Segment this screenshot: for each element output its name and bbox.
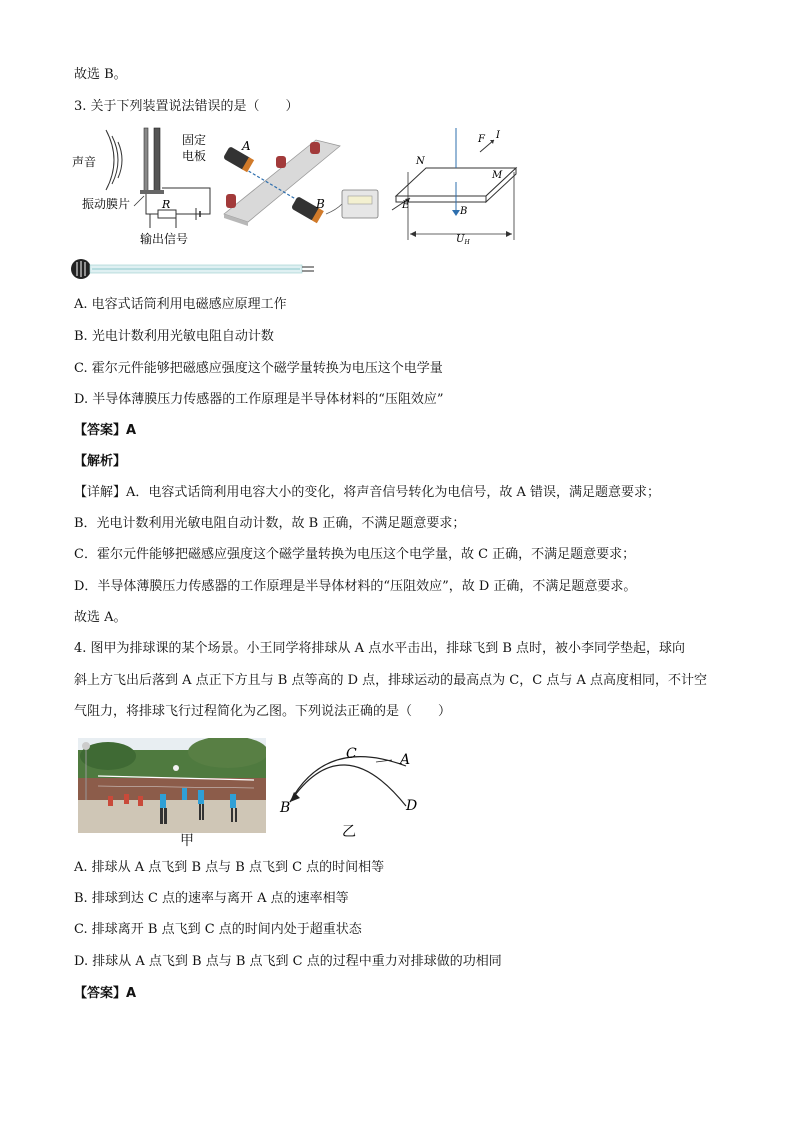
label-f: F <box>478 134 485 145</box>
option-3a: A. 电容式话筒利用电磁感应原理工作 <box>74 297 287 312</box>
option-4a: A. 排球从 A 点飞到 B 点与 B 点飞到 C 点的时间相等 <box>74 860 385 875</box>
option-3d: D. 半导体薄膜压力传感器的工作原理是半导体材料的“压阻效应” <box>74 392 444 407</box>
answer-4: 【答案】A <box>74 986 137 1001</box>
label-a: A <box>400 752 411 768</box>
figure-caption-yi: 乙 <box>342 824 356 840</box>
option-3c: C. 霍尔元件能够把磁感应强度这个磁学量转换为电压这个电学量 <box>74 361 443 376</box>
label-i: I <box>496 130 500 141</box>
label-n: N <box>416 156 425 167</box>
explanation-line: 【详解】A．电容式话筒利用电容大小的变化，将声音信号转化为电信号，故 A 错误，满足题意要求； <box>74 485 661 500</box>
trajectory-diagram <box>276 740 426 840</box>
option-4c: C. 排球离开 B 点飞到 C 点的时间内处于超重状态 <box>74 922 362 937</box>
label-b-field: B <box>460 206 468 217</box>
label-d: D <box>406 798 418 814</box>
explanation-line: B．光电计数利用光敏电阻自动计数，故 B 正确，不满足题意要求； <box>74 516 466 531</box>
explanation-line: D．半导体薄膜压力传感器的工作原理是半导体材料的“压阻效应”，故 D 正确，不满足题意要求。 <box>74 579 637 594</box>
label-c: C <box>346 746 357 762</box>
label-e: E <box>402 200 410 211</box>
hall-element-diagram <box>386 124 546 244</box>
question-4-stem: 气阻力，将排球飞行过程简化为乙图。下列说法正确的是（ ） <box>74 704 452 719</box>
explanation-line: C．霍尔元件能够把磁感应强度这个磁学量转换为电压这个电学量，故 C 正确，不满足题意要求； <box>74 547 636 562</box>
pressure-sensor-diagram <box>70 258 330 280</box>
volleyball-photo <box>78 738 266 833</box>
label-sound: 声音 <box>72 155 97 169</box>
label-r: R <box>162 198 171 211</box>
label-a: A <box>242 139 251 153</box>
question-3-stem: 3. 关于下列装置说法错误的是（ ） <box>74 99 299 114</box>
label-m: M <box>492 170 503 181</box>
label-b: B <box>280 800 291 816</box>
figure-caption-jia: 甲 <box>180 833 194 849</box>
label-output: 输出信号 <box>140 232 189 246</box>
label-u: $U_H$ <box>456 234 470 244</box>
question-4-stem: 4. 图甲为排球课的某个场景。小王同学将排球从 A 点水平击出，排球飞到 B 点时，被小李同学垫起，球向 <box>74 641 686 656</box>
question-4-stem: 斜上方飞出后落到 A 点正下方且与 B 点等高的 D 点，排球运动的最高点为 C，C 点与 A 点高度相同，不计空 <box>74 673 707 688</box>
label-membrane: 振动膜片 <box>82 197 131 211</box>
answer-3: 【答案】A <box>74 423 137 438</box>
option-3b: B. 光电计数利用光敏电阻自动计数 <box>74 329 274 344</box>
microphone-diagram <box>70 124 220 248</box>
photoelectric-counter-diagram <box>220 130 380 234</box>
option-4b: B. 排球到达 C 点的速率与离开 A 点的速率相等 <box>74 891 349 906</box>
label-fixed-1: 固定 <box>182 133 207 147</box>
analysis-header: 【解析】 <box>74 454 127 469</box>
option-4d: D. 排球从 A 点飞到 B 点与 B 点飞到 C 点的过程中重力对排球做的功相同 <box>74 954 502 969</box>
label-b: B <box>316 197 325 211</box>
label-fixed-2: 电板 <box>182 149 207 163</box>
text-line: 故选 A。 <box>74 610 127 625</box>
text-line: 故选 B。 <box>74 67 127 82</box>
